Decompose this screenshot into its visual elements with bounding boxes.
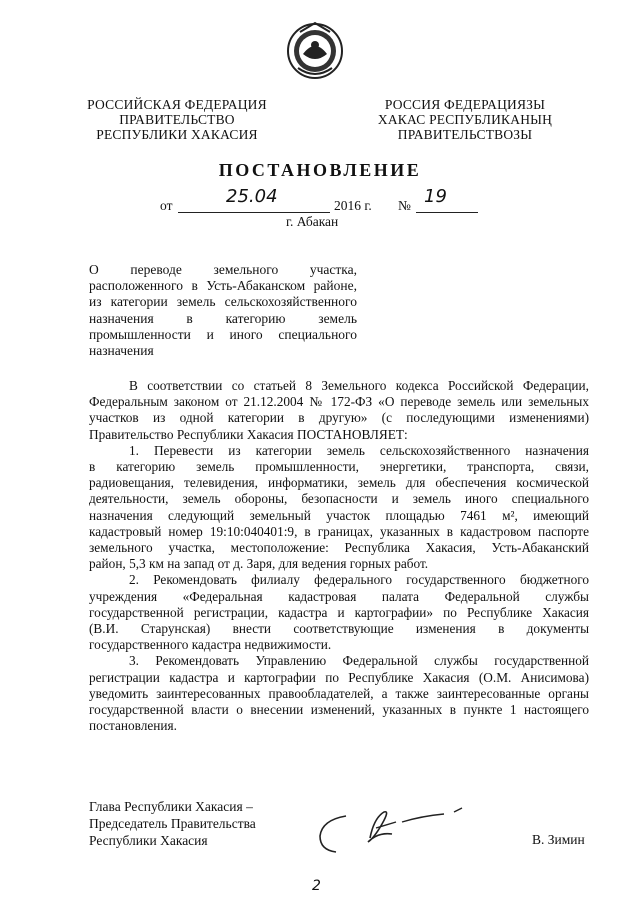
body-line: 3. Рекомендовать Управлению Федеральной службы государственной: [129, 653, 589, 669]
subject-line: назначения: [89, 343, 154, 359]
body-line: земельного участка, местоположение: Республика Хакасия, Усть-Абаканский: [89, 540, 589, 556]
position-line: Председатель Правительства: [89, 816, 256, 831]
header-right-line: ПРАВИТЕЛЬСТВОЗЫ: [397, 127, 533, 142]
body-line: кадастровый номер 19:10:040401:9, в границах, указанных в кадастровом паспорте: [89, 523, 589, 539]
subject-line: промышленности и иного специального: [89, 326, 357, 342]
header-left-line: РЕСПУБЛИКИ ХАКАСИЯ: [96, 127, 258, 142]
subject-block: [89, 262, 357, 359]
number-label: №: [398, 198, 411, 213]
body-line: 1. Перевести из категории земель сельскохозяйственного назначения: [129, 442, 589, 458]
signature-position: [89, 798, 256, 849]
body-line: Правительство Республики Хакасия ПОСТАНОВЛЯЕТ:: [89, 426, 408, 442]
position-line: Республики Хакасия: [89, 833, 208, 848]
body-line: постановления.: [89, 718, 177, 734]
body-line: учреждения «Федеральная кадастровая палата Федеральной службы: [89, 588, 589, 604]
signatory-name: В. Зимин: [532, 832, 585, 847]
body-line: регистрации кадастра и картографии по Республике Хакасия (О.М. Анисимова): [89, 669, 589, 685]
body-line: участков из одной категории в другую» (с последующими изменениями): [89, 410, 589, 426]
date-year: 2016 г.: [334, 198, 372, 213]
subject-line: О переводе земельного участка,: [89, 262, 357, 277]
subject-line: расположенного в Усть-Абаканском районе,: [89, 278, 357, 294]
body-line: уведомить заинтересованных правообладателей, а также заинтересованные органы: [89, 685, 589, 701]
body-line: назначения следующий земельный участок площадью 7461 м², имеющий: [89, 507, 589, 523]
header-left-line: РОССИЙСКАЯ ФЕДЕРАЦИЯ: [87, 97, 267, 112]
handwritten-date: 25.04: [226, 186, 278, 207]
emblem-icon: [286, 20, 344, 82]
body-line: государственной власти о внесении изменений, указанных в пункте 1 настоящего: [89, 702, 589, 718]
body-line: деятельности, земель обороны, безопасности и земель иного специального: [89, 491, 589, 507]
body-text: [89, 378, 589, 734]
document-title: ПОСТАНОВЛЕНИЕ: [218, 160, 422, 180]
header-right: [360, 97, 570, 142]
body-line: Федеральным законом от 21.12.2004 № 172-ФЗ «О переводе земель или земельных: [89, 394, 589, 410]
body-line: государственного кадастра недвижимости.: [89, 637, 332, 653]
body-line: в категорию земель промышленности, энергетики, транспорта, связи,: [89, 459, 589, 475]
body-line: (В.И. Старунская) внести соответствующие изменения в документы: [89, 621, 589, 637]
position-line: Глава Республики Хакасия –: [89, 799, 253, 814]
handwritten-number: 19: [424, 186, 447, 207]
date-prefix: от: [160, 198, 173, 213]
subject-line: назначения в категорию земель: [89, 310, 357, 326]
header-left-line: ПРАВИТЕЛЬСТВО: [119, 112, 235, 127]
handwritten-signature: [312, 798, 482, 858]
header-right-line: РОССИЯ ФЕДЕРАЦИЯЗЫ: [384, 97, 546, 112]
header-left: [72, 97, 282, 142]
number-underline: [416, 212, 478, 213]
body-line: радиовещания, телевидения, информатики, земель для обеспечения космической: [89, 475, 589, 491]
page-mark: 2: [312, 878, 321, 894]
body-line: 2. Рекомендовать филиалу федерального государственного бюджетного: [129, 572, 589, 588]
place-label: г. Абакан: [286, 214, 339, 229]
body-line: район, 5,3 км на запад от д. Заря, для ведения горных работ.: [89, 556, 429, 572]
subject-line: из категории земель сельскохозяйственного: [89, 294, 357, 310]
body-line: государственной регистрации, кадастра и картографии» по Республике Хакасия: [89, 604, 589, 620]
date-underline: [178, 212, 330, 213]
header-right-line: ХАКАС РЕСПУБЛИКАНЫҢ: [377, 112, 553, 127]
body-line: В соответствии со статьей 8 Земельного кодекса Российской Федерации,: [129, 378, 589, 393]
